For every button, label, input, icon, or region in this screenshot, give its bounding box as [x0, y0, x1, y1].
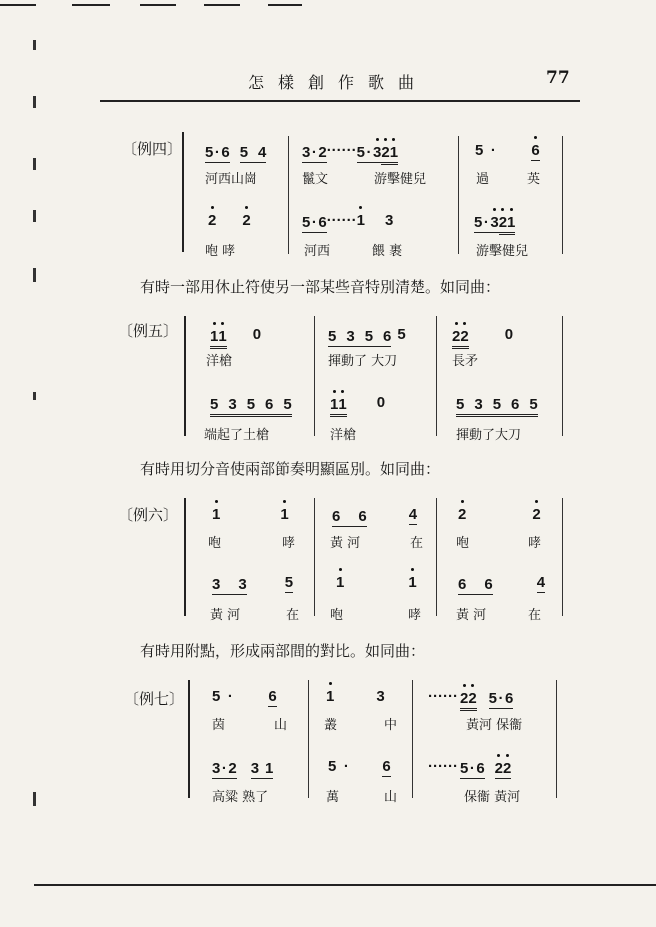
lyric: 揮動了大刀 [456, 428, 522, 443]
notes-measure: 5 · 3 21 [474, 212, 515, 235]
system-brace [188, 680, 190, 798]
notes-measure: 5 · 6 [328, 758, 391, 775]
example-label: 〔例七〕 [124, 690, 185, 708]
margin-mark [33, 268, 36, 282]
lyric: 咆 [456, 536, 470, 551]
lyric: 揮動了 大刀 [328, 354, 398, 369]
notes-measure: 5 3 5 6 5 [328, 326, 406, 345]
lyric: 河西山崗 [205, 172, 258, 187]
lyric: 山 [384, 790, 398, 805]
barline [436, 498, 437, 616]
lyric: 保衞 黃河 [464, 790, 521, 805]
top-rule-4 [204, 4, 240, 6]
barline [562, 136, 563, 254]
system-brace [184, 498, 186, 616]
barline [458, 136, 459, 254]
lyric: 黃 河 [210, 608, 241, 623]
notes-measure: 5 · 6 [475, 142, 540, 159]
lyric: 在 [286, 608, 300, 623]
notes-measure: 2 2 [458, 506, 541, 523]
lyric: 黃 河 [330, 536, 361, 551]
notes-measure: 5 3 5 6 5 [210, 394, 292, 417]
example-label: 〔例四〕 [122, 140, 183, 158]
lyric: 高粱 熟了 [212, 790, 269, 805]
example-label: 〔例六〕 [118, 506, 179, 524]
lyric: 哮 [528, 536, 542, 551]
bottom-rule [34, 884, 656, 886]
lyric: 游擊健兒 [476, 244, 529, 259]
lyric: 咆 [330, 608, 344, 623]
barline [436, 316, 437, 436]
notes-measure: 2 2 [208, 212, 251, 229]
lyric: 洋槍 [330, 428, 357, 443]
notes-measure: 1 1 [212, 506, 289, 523]
margin-mark [33, 158, 36, 170]
paragraph: 有時用切分音使兩部節奏明顯區別。如同曲： [140, 460, 441, 478]
lyric: 咆 [208, 536, 222, 551]
lyric: 在 [528, 608, 542, 623]
running-head-title: 怎樣創作歌曲 [248, 73, 429, 92]
lyric: 河西 [304, 244, 331, 259]
header-rule [100, 100, 580, 102]
barline [562, 316, 563, 436]
notes-measure: ······ 22 5 · 6 [428, 688, 513, 711]
lyric: 萬 [326, 790, 340, 805]
barline [412, 680, 413, 798]
lyric: 端起了土槍 [204, 428, 270, 443]
lyric: 哮 [408, 608, 422, 623]
notes-measure: 3 3 5 [212, 574, 294, 593]
example-label: 〔例五〕 [118, 322, 179, 340]
margin-mark [33, 792, 36, 806]
margin-mark [33, 210, 36, 222]
barline [288, 136, 289, 254]
lyric: 黃河 保衞 [466, 718, 523, 733]
notes-measure: 6 6 4 [458, 574, 546, 593]
lyric: 茵 [212, 718, 226, 733]
top-rule-3 [140, 4, 176, 6]
notes-measure: 22 0 [452, 326, 513, 349]
top-rule-2 [72, 4, 110, 6]
margin-mark [33, 96, 36, 108]
notes-measure: 3 · 2 3 1 [212, 760, 274, 777]
notes-measure: 5 · 6 5 4 [205, 144, 267, 161]
barline [314, 316, 315, 436]
lyric: 長矛 [452, 354, 479, 369]
paragraph: 有時用附點，形成兩部間的對比。如同曲： [140, 642, 426, 660]
notes-measure: 3 · 2 ······ 5 · 3 21 [302, 142, 398, 165]
notes-measure: 5 · 6 ······ 1 3 [302, 212, 394, 231]
system-brace [184, 316, 186, 436]
barline [308, 680, 309, 798]
barline [556, 680, 557, 798]
notes-measure: 11 0 [330, 394, 385, 417]
notes-measure: 6 6 4 [332, 506, 418, 525]
notes-measure: 11 0 [210, 326, 261, 349]
notes-measure: ······ 5 · 6 22 [428, 758, 512, 777]
notes-measure: 5 3 5 6 5 [456, 394, 538, 417]
lyric: 叢 [324, 718, 338, 733]
notes-measure: 5 · 6 [212, 688, 277, 705]
margin-mark [33, 40, 36, 50]
lyric: 鬣文 [302, 172, 329, 187]
lyric: 哮 [282, 536, 296, 551]
lyric: 英 [527, 172, 541, 187]
margin-mark [33, 392, 36, 400]
notes-measure: 1 1 [336, 574, 417, 591]
lyric: 餵 裹 [372, 244, 403, 259]
lyric: 咆 哮 [205, 244, 236, 259]
lyric: 山 [274, 718, 288, 733]
lyric: 黃 河 [456, 608, 487, 623]
lyric: 中 [384, 718, 398, 733]
lyric: 過 [476, 172, 490, 187]
top-rule-1 [0, 4, 36, 6]
notes-measure: 1 3 [326, 688, 385, 705]
paragraph: 有時一部用休止符使另一部某些音特別清楚。如同曲： [140, 278, 501, 296]
barline [562, 498, 563, 616]
system-brace [182, 132, 184, 252]
lyric: 洋槍 [206, 354, 233, 369]
lyric: 游擊健兒 [374, 172, 427, 187]
top-rule-5 [268, 4, 302, 6]
barline [314, 498, 315, 616]
lyric: 在 [410, 536, 424, 551]
page-number: 77 [546, 68, 570, 88]
